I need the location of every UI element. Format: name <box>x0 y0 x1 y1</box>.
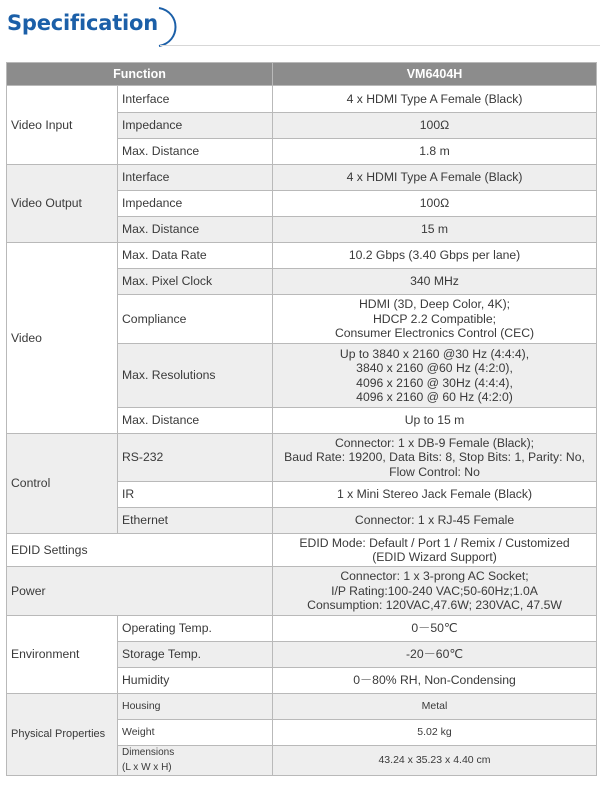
spec-table <box>6 62 597 776</box>
title-divider <box>160 45 600 46</box>
row-value: 0－50℃ <box>273 616 597 642</box>
group-video: Video <box>7 243 118 434</box>
label-line: (L x W x H) <box>122 761 172 773</box>
row-label: Max. Data Rate <box>118 243 273 269</box>
row-value: 340 MHz <box>273 269 597 295</box>
page-title: Specification <box>7 11 159 35</box>
value-line: Baud Rate: 19200, Data Bits: 8, Stop Bits: 1, Parity: No, <box>284 450 585 465</box>
row-value: 5.02 kg <box>273 720 597 746</box>
label-line: Dimensions <box>122 747 175 759</box>
row-value: 15 m <box>273 217 597 243</box>
value-line: 4096 x 2160 @ 60 Hz (4:2:0) <box>356 389 513 404</box>
header-function: Function <box>7 63 273 86</box>
value-line: 4096 x 2160 @ 30Hz (4:4:4), <box>356 375 513 390</box>
row-value <box>273 567 597 616</box>
row-label: Max. Distance <box>118 139 273 165</box>
row-value: -20－60℃ <box>273 642 597 668</box>
value-line: (EDID Wizard Support) <box>372 550 497 564</box>
group-physical-properties: Physical Properties <box>7 694 118 776</box>
row-label: Max. Pixel Clock <box>118 269 273 295</box>
row-label: Storage Temp. <box>118 642 273 668</box>
row-value: 1 x Mini Stereo Jack Female (Black) <box>273 482 597 508</box>
value-line: Up to 3840 x 2160 @30 Hz (4:4:4), <box>339 346 530 361</box>
row-value: 0－80% RH, Non-Condensing <box>273 668 597 694</box>
row-value: 1.8 m <box>273 139 597 165</box>
row-label: Compliance <box>118 295 273 344</box>
row-value: 43.24 x 35.23 x 4.40 cm <box>273 746 597 776</box>
value-line: Connector: 1 x DB-9 Female (Black); <box>334 435 535 450</box>
group-power: Power <box>7 567 273 616</box>
value-line: Consumer Electronics Control (CEC) <box>334 326 535 341</box>
header-model: VM6404H <box>273 63 597 86</box>
row-label: Max. Resolutions <box>118 344 273 408</box>
row-label: Humidity <box>118 668 273 694</box>
value-line: HDMI (3D, Deep Color, 4K); <box>358 297 511 312</box>
row-value: 4 x HDMI Type A Female (Black) <box>273 86 597 113</box>
group-edid-settings: EDID Settings <box>7 534 273 567</box>
group-control: Control <box>7 434 118 534</box>
group-environment: Environment <box>7 616 118 694</box>
row-label: Impedance <box>118 191 273 217</box>
table-row <box>7 567 597 616</box>
group-video-input: Video Input <box>7 86 118 165</box>
row-value <box>273 534 597 567</box>
value-line: Consumption: 120VAC,47.6W; 230VAC, 47.5W <box>307 598 562 613</box>
value-line: Flow Control: No <box>389 464 480 479</box>
value-line: EDID Mode: Default / Port 1 / Remix / Customized <box>299 535 570 550</box>
row-label <box>118 746 273 776</box>
value-line: HDCP 2.2 Compatible; <box>372 311 497 326</box>
row-label: Impedance <box>118 113 273 139</box>
table-row <box>7 434 597 482</box>
table-row <box>7 243 597 269</box>
row-value: 4 x HDMI Type A Female (Black) <box>273 165 597 191</box>
group-video-output: Video Output <box>7 165 118 243</box>
row-value: 10.2 Gbps (3.40 Gbps per lane) <box>273 243 597 269</box>
table-row <box>7 534 597 567</box>
row-label: Housing <box>118 694 273 720</box>
table-row <box>7 694 597 720</box>
value-line: I/P Rating:100-240 VAC;50-60Hz;1.0A <box>331 583 538 598</box>
row-label: IR <box>118 482 273 508</box>
row-value: Up to 15 m <box>273 408 597 434</box>
row-value <box>273 344 597 408</box>
row-label: Interface <box>118 86 273 113</box>
row-label: Max. Distance <box>118 408 273 434</box>
value-line: 3840 x 2160 @60 Hz (4:2:0), <box>356 361 513 376</box>
row-label: Weight <box>118 720 273 746</box>
title-block <box>7 4 158 46</box>
row-label: Ethernet <box>118 508 273 534</box>
table-header-row <box>7 63 597 86</box>
row-value <box>273 295 597 344</box>
row-value: 100Ω <box>273 191 597 217</box>
row-value: Connector: 1 x RJ-45 Female <box>273 508 597 534</box>
row-label: Operating Temp. <box>118 616 273 642</box>
row-label: Interface <box>118 165 273 191</box>
table-row <box>7 165 597 191</box>
title-bracket-arc <box>147 4 183 50</box>
value-line: Connector: 1 x 3-prong AC Socket; <box>340 569 529 584</box>
row-value <box>273 434 597 482</box>
table-row <box>7 616 597 642</box>
row-value: Metal <box>273 694 597 720</box>
row-value: 100Ω <box>273 113 597 139</box>
row-label: RS-232 <box>118 434 273 482</box>
table-row <box>7 86 597 113</box>
row-label: Max. Distance <box>118 217 273 243</box>
